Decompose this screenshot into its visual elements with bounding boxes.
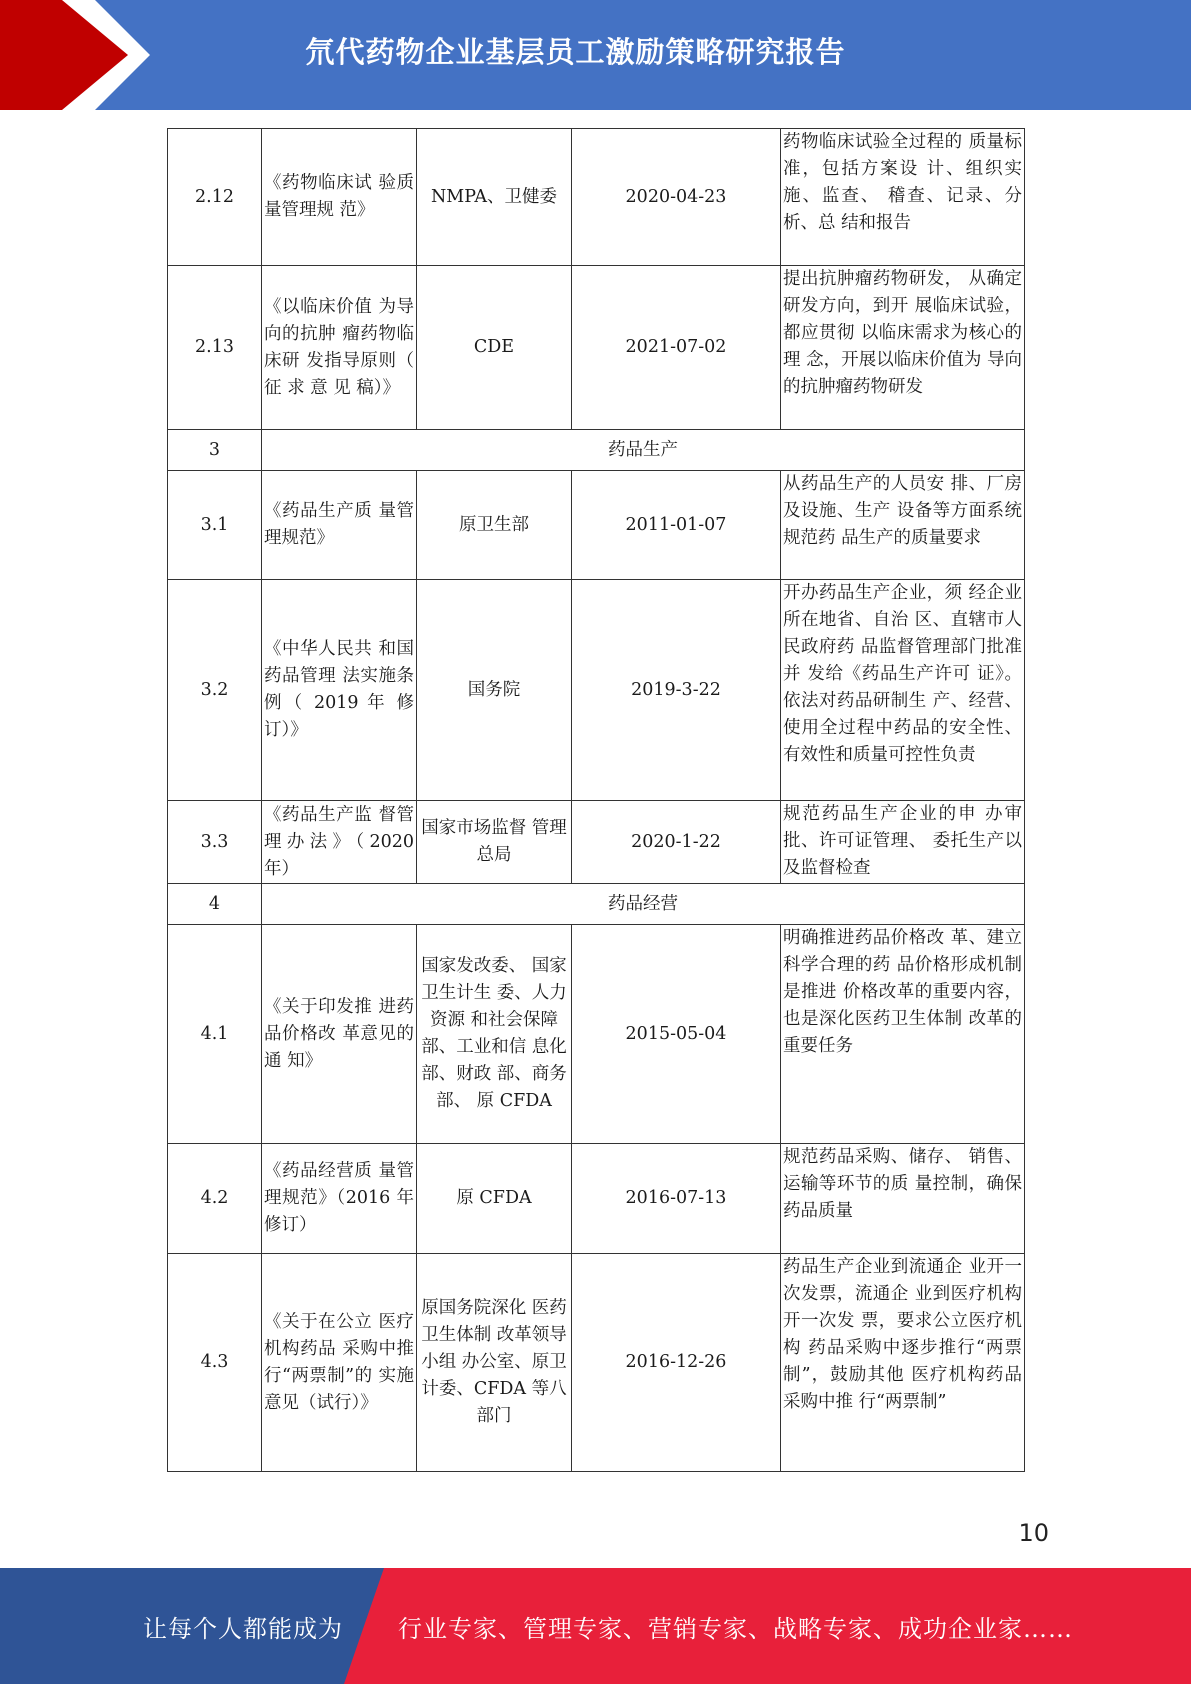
issue-date: 2020-1-22 (572, 801, 781, 884)
table-row (168, 925, 1025, 1144)
regulation-name: 《药品经营质 量管理规范》（2016 年修订） (262, 1144, 417, 1254)
regulation-name: 《药品生产监 督管理办法》（2020 年） (262, 801, 417, 884)
row-number: 4.1 (168, 925, 262, 1144)
issuing-department: 原 CFDA (417, 1144, 572, 1254)
regulation-description: 从药品生产的人员安 排、厂房及设施、生产 设备等方面系统规范药 品生产的质量要求 (781, 471, 1025, 580)
regulations-table (167, 128, 1025, 1472)
row-number: 2.12 (168, 129, 262, 266)
regulation-description: 药物临床试验全过程的 质量标准，包括方案设 计、组织实施、监查、 稽查、记录、分析、总 结和报告 (781, 129, 1025, 266)
table-row (168, 801, 1025, 884)
issuing-department: 国务院 (417, 580, 572, 801)
regulation-name: 《药物临床试 验质量管理规 范》 (262, 129, 417, 266)
footer-slogan-left: 让每个人都能成为 (143, 1614, 343, 1643)
section-title: 药品生产 (262, 430, 1025, 471)
document-title: 氘代药物企业基层员工激励策略研究报告 (305, 34, 846, 69)
issuing-department: 国家发改委、 国家卫生计生 委、人力资源 和社会保障 部、工业和信 息化部、财政 部、商务部、 原 CFDA (417, 925, 572, 1144)
issue-date: 2020-04-23 (572, 129, 781, 266)
regulation-name: 《药品生产质 量管理规范》 (262, 471, 417, 580)
table-row (168, 1144, 1025, 1254)
issue-date: 2011-01-07 (572, 471, 781, 580)
table-row (168, 129, 1025, 266)
issue-date: 2016-07-13 (572, 1144, 781, 1254)
row-number: 4.2 (168, 1144, 262, 1254)
table-row (168, 471, 1025, 580)
regulation-description: 药品生产企业到流通企 业开一次发票，流通企 业到医疗机构开一次发 票，要求公立医疗机构 药品采购中逐步推行“两票制”，鼓励其他 医疗机构药品采购中推 行“两票制” (781, 1254, 1025, 1472)
regulation-name: 《关于在公立 医疗机构药品 采购中推行“两票制”的 实施意见（试行）》 (262, 1254, 417, 1472)
issuing-department: 国家市场监督 管理总局 (417, 801, 572, 884)
regulation-description: 提出抗肿瘤药物研发， 从确定研发方向，到开 展临床试验，都应贯彻 以临床需求为核心的理 念，开展以临床价值为 导向的抗肿瘤药物研发 (781, 266, 1025, 430)
regulation-name: 《关于印发推 进药品价格改 革意见的通 知》 (262, 925, 417, 1144)
regulation-name: 《中华人民共 和国药品管理 法实施条例（ 2019 年 修订）》 (262, 580, 417, 801)
row-number: 3.3 (168, 801, 262, 884)
page-number: 10 (1018, 1519, 1049, 1547)
issue-date: 2021-07-02 (572, 266, 781, 430)
row-number: 3.2 (168, 580, 262, 801)
section-row (168, 430, 1025, 471)
issuing-department: NMPA、卫健委 (417, 129, 572, 266)
regulation-description: 规范药品采购、储存、 销售、运输等环节的质 量控制，确保药品质量 (781, 1144, 1025, 1254)
regulation-description: 明确推进药品价格改 革、建立科学合理的药 品价格形成机制是推进 价格改革的重要内容， 也是深化医药卫生体制 改革的重要任务 (781, 925, 1025, 1144)
row-number: 3.1 (168, 471, 262, 580)
page-header (0, 0, 1191, 110)
row-number: 4.3 (168, 1254, 262, 1472)
issuing-department: 原卫生部 (417, 471, 572, 580)
header-chevron-decoration (0, 0, 150, 110)
regulation-name: 《以临床价值 为导向的抗肿 瘤药物临床研 发指导原则（ 征 求 意 见 稿）》 (262, 266, 417, 430)
issue-date: 2016-12-26 (572, 1254, 781, 1472)
issuing-department: CDE (417, 266, 572, 430)
section-row (168, 884, 1025, 925)
section-number: 4 (168, 884, 262, 925)
regulation-description: 规范药品生产企业的申 办审批、许可证管理、 委托生产以及监督检查 (781, 801, 1025, 884)
table-row (168, 266, 1025, 430)
issuing-department: 原国务院深化 医药卫生体制 改革领导小组 办公室、原卫 计委、CFDA 等八部门 (417, 1254, 572, 1472)
section-number: 3 (168, 430, 262, 471)
page-footer (0, 1568, 1191, 1684)
issue-date: 2019-3-22 (572, 580, 781, 801)
section-title: 药品经营 (262, 884, 1025, 925)
row-number: 2.13 (168, 266, 262, 430)
footer-slogan-right: 行业专家、管理专家、营销专家、战略专家、成功企业家…… (398, 1614, 1073, 1643)
table-row (168, 580, 1025, 801)
issue-date: 2015-05-04 (572, 925, 781, 1144)
regulation-description: 开办药品生产企业，须 经企业所在地省、自治 区、直辖市人民政府药 品监督管理部门批准并 发给《药品生产许可 证》。依法对药品研制生 产、经营、使用全过程中药品的安全性、有效性和质量可控性负责 (781, 580, 1025, 801)
table-row (168, 1254, 1025, 1472)
